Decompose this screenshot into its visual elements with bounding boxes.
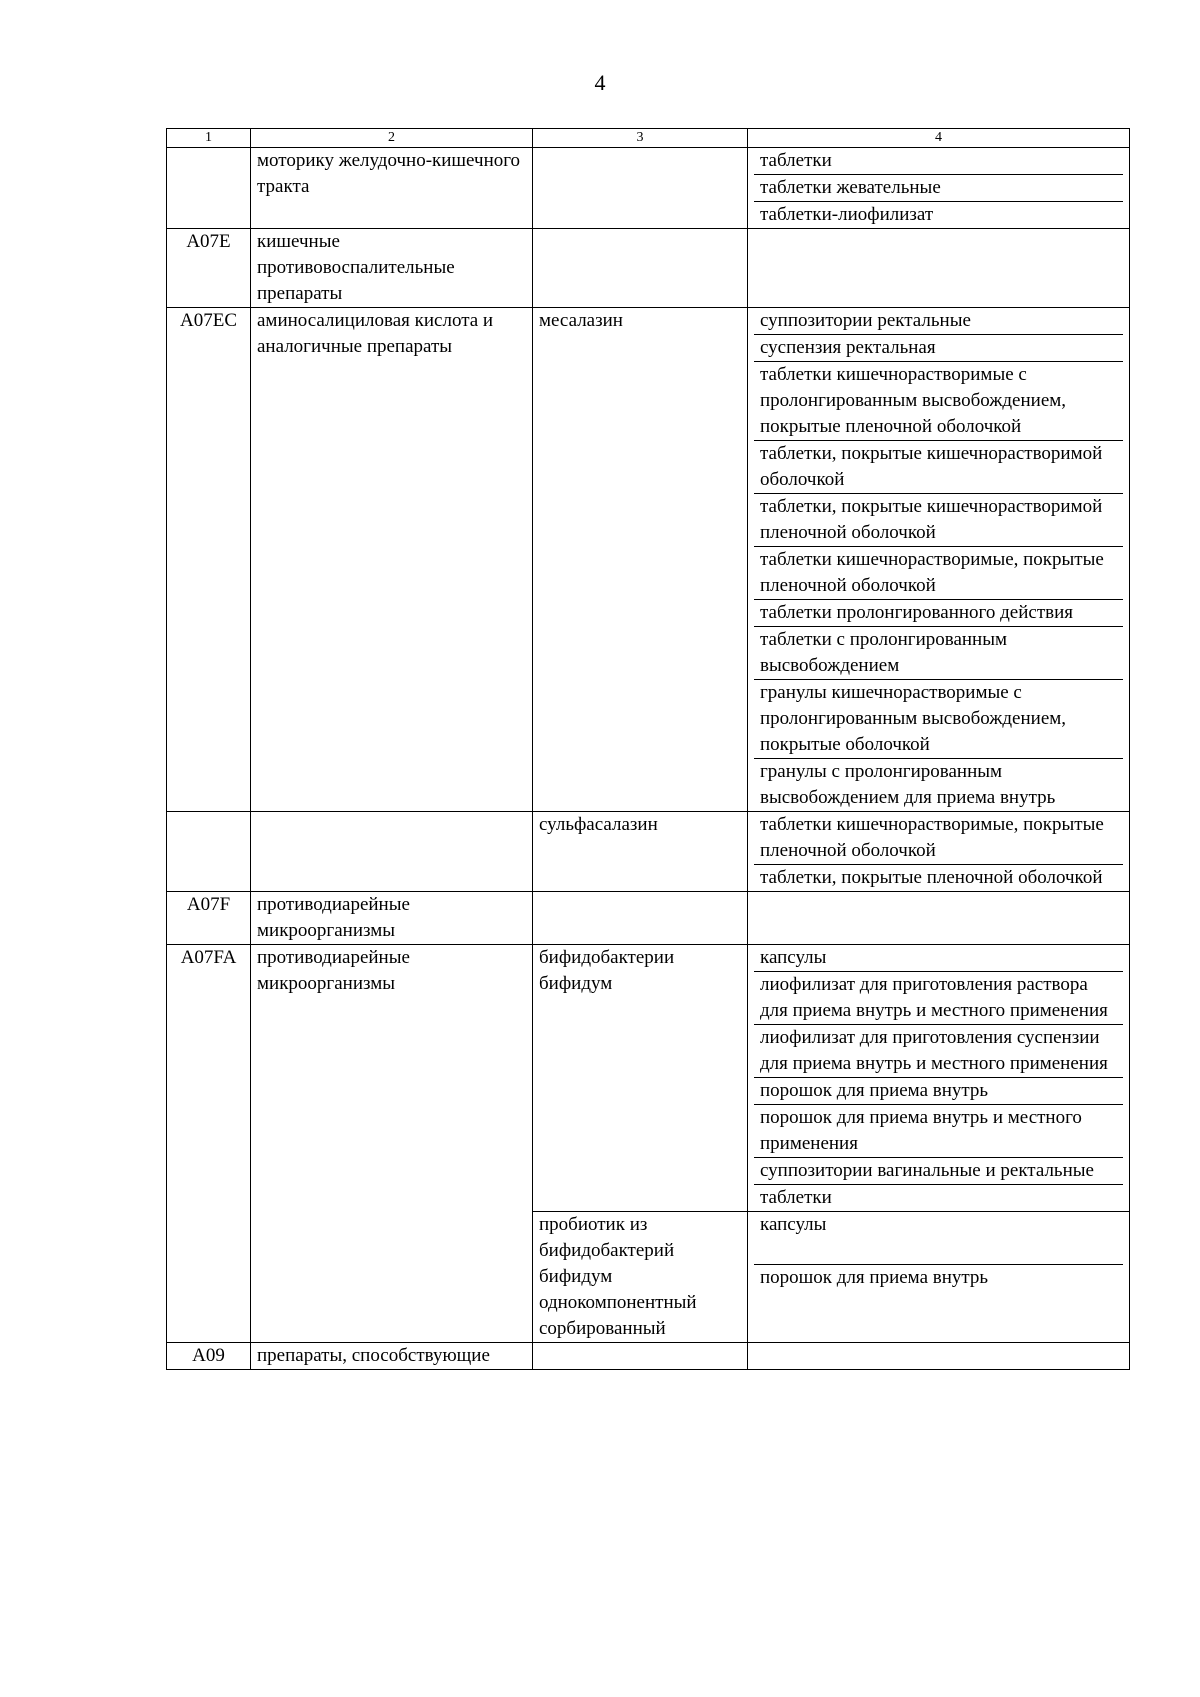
dosage-form: порошок для приема внутрь xyxy=(754,1264,1123,1291)
dosage-forms xyxy=(748,1343,1130,1370)
dosage-form: таблетки-лиофилизат xyxy=(754,201,1123,228)
dosage-forms xyxy=(748,148,1130,229)
table-row xyxy=(167,308,1130,812)
atc-code: A07E xyxy=(167,229,251,308)
substance-name: пробиотик из бифидобактерий бифидум однокомпонентный сорбированный xyxy=(533,1212,748,1343)
dosage-forms xyxy=(748,229,1130,308)
dosage-form: капсулы xyxy=(760,1214,827,1235)
dosage-form: таблетки жевательные xyxy=(754,174,1123,201)
substance-name xyxy=(533,892,748,945)
table-row xyxy=(167,945,1130,1212)
dosage-form: таблетки пролонгированного действия xyxy=(754,599,1123,626)
atc-code xyxy=(167,812,251,892)
dosage-form: суспензия ректальная xyxy=(754,334,1123,361)
column-number: 3 xyxy=(533,129,748,148)
pharmacological-group: аминосалициловая кислота и аналогичные препараты xyxy=(251,308,533,812)
substance-name xyxy=(533,148,748,229)
table-row xyxy=(167,892,1130,945)
atc-code: A07EC xyxy=(167,308,251,812)
atc-code: A09 xyxy=(167,1343,251,1370)
dosage-form: порошок для приема внутрь xyxy=(754,1077,1123,1104)
dosage-form: лиофилизат для приготовления раствора для приема внутрь и местного применения xyxy=(754,971,1123,1024)
column-number: 2 xyxy=(251,129,533,148)
pharmacological-group: кишечные противовоспалительные препараты xyxy=(251,229,533,308)
dosage-form: таблетки xyxy=(754,1184,1123,1211)
table-row xyxy=(167,812,1130,892)
dosage-form: таблетки, покрытые кишечнорастворимой пленочной оболочкой xyxy=(754,493,1123,546)
pharmacological-group: моторику желудочно-кишечного тракта xyxy=(251,148,533,229)
dosage-form: гранулы кишечнорастворимые с пролонгированным высвобождением, покрытые оболочкой xyxy=(754,679,1123,758)
dosage-form: суппозитории вагинальные и ректальные xyxy=(754,1157,1123,1184)
substance-name xyxy=(533,229,748,308)
substance-name xyxy=(533,1343,748,1370)
dosage-forms xyxy=(748,945,1130,1212)
dosage-form: лиофилизат для приготовления суспензии для приема внутрь и местного применения xyxy=(754,1024,1123,1077)
table-row xyxy=(167,148,1130,229)
pharmacological-group xyxy=(251,812,533,892)
pharmacological-group: противодиарейные микроорганизмы xyxy=(251,892,533,945)
page-number: 4 xyxy=(594,70,606,95)
dosage-forms xyxy=(748,308,1130,812)
pharmacological-group: препараты, способствующие xyxy=(251,1343,533,1370)
dosage-form: таблетки кишечнорастворимые, покрытые пленочной оболочкой xyxy=(760,814,1104,861)
pharmacological-group: противодиарейные микроорганизмы xyxy=(251,945,533,1343)
dosage-forms xyxy=(748,812,1130,892)
dosage-form: таблетки, покрытые кишечнорастворимой оболочкой xyxy=(754,440,1123,493)
dosage-form: таблетки кишечнорастворимые, покрытые пленочной оболочкой xyxy=(754,546,1123,599)
atc-code: A07FA xyxy=(167,945,251,1343)
substance-name: месалазин xyxy=(533,308,748,812)
substance-name: бифидобактерии бифидум xyxy=(533,945,748,1212)
column-number-row xyxy=(167,129,1130,148)
atc-code: A07F xyxy=(167,892,251,945)
dosage-form: таблетки xyxy=(760,150,832,171)
table-row xyxy=(167,229,1130,308)
dosage-form: таблетки, покрытые пленочной оболочкой xyxy=(754,864,1123,891)
column-number: 4 xyxy=(748,129,1130,148)
dosage-form: капсулы xyxy=(760,947,827,968)
dosage-forms xyxy=(748,892,1130,945)
substance-name: сульфасалазин xyxy=(533,812,748,892)
dosage-form: гранулы с пролонгированным высвобождением для приема внутрь xyxy=(754,758,1123,811)
dosage-forms xyxy=(748,1212,1130,1343)
dosage-form: таблетки кишечнорастворимые с пролонгированным высвобождением, покрытые пленочной оболочкой xyxy=(754,361,1123,440)
drug-list-table xyxy=(166,128,1130,1370)
column-number: 1 xyxy=(167,129,251,148)
table-row xyxy=(167,1343,1130,1370)
dosage-form: таблетки с пролонгированным высвобождением xyxy=(754,626,1123,679)
dosage-form: суппозитории ректальные xyxy=(760,310,971,331)
atc-code xyxy=(167,148,251,229)
dosage-form: порошок для приема внутрь и местного применения xyxy=(754,1104,1123,1157)
